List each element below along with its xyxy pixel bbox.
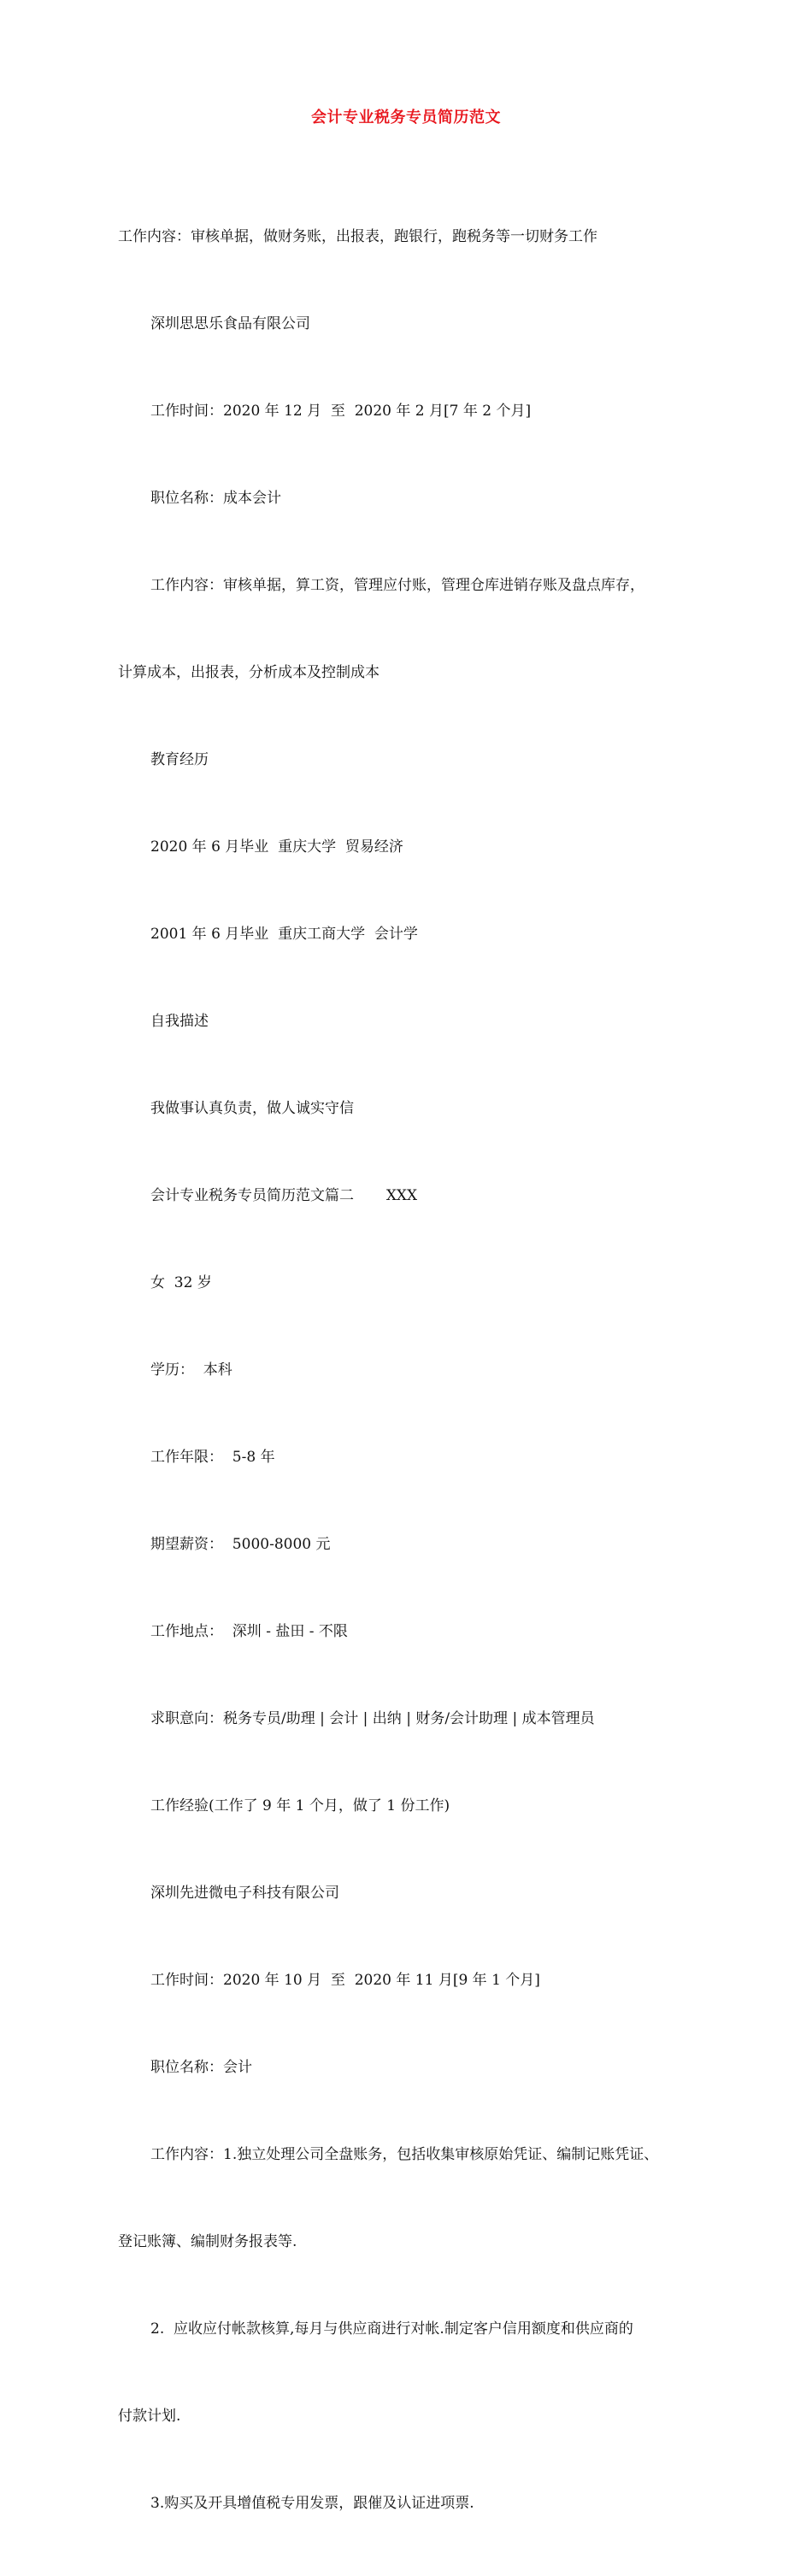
- text-line: 工作内容：审核单据，做财务账，出报表，跑银行，跑税务等一切财务工作: [118, 228, 597, 245]
- text-line: 工作经验(工作了 9 年 1 个月，做了 1 份工作): [150, 1797, 450, 1814]
- text-line: 3.购买及开具增值税专用发票，跟催及认证进项票.: [150, 2495, 474, 2512]
- text-line: 期望薪资： 5000-8000 元: [150, 1536, 331, 1553]
- text-line: 职位名称：成本会计: [150, 490, 281, 507]
- text-line: 登记账簿、编制财务报表等.: [118, 2233, 297, 2250]
- text-line: 2020 年 6 月毕业 重庆大学 贸易经济: [150, 838, 403, 856]
- text-line: 工作地点： 深圳 - 盐田 - 不限: [150, 1623, 348, 1640]
- text-line: 工作内容：审核单据，算工资，管理应付账，管理仓库进销存账及盘点库存，: [150, 577, 644, 594]
- text-line: 教育经历: [150, 751, 209, 768]
- text-line: 工作时间：2020 年 10 月 至 2020 年 11 月[9 年 1 个月]: [150, 1972, 540, 1989]
- text-line: 求职意向：税务专员/助理 | 会计 | 出纳 | 财务/会计助理 | 成本管理员: [150, 1710, 595, 1727]
- text-line: 我做事认真负责，做人诚实守信: [150, 1100, 354, 1117]
- text-line: 会计专业税务专员简历范文篇二 XXX: [150, 1187, 418, 1204]
- text-line: 深圳思思乐食品有限公司: [150, 315, 310, 332]
- text-line: 女 32 岁: [150, 1274, 212, 1291]
- text-line: 2001 年 6 月毕业 重庆工商大学 会计学: [150, 926, 418, 943]
- text-line: 学历： 本科: [150, 1362, 232, 1379]
- text-line: 深圳先进微电子科技有限公司: [150, 1885, 339, 1902]
- text-line: 自我描述: [150, 1013, 209, 1030]
- text-line: 付款计划.: [118, 2408, 181, 2425]
- text-line: 2. 应收应付帐款核算,每月与供应商进行对帐.制定客户信用额度和供应商的: [150, 2320, 633, 2338]
- text-line: 计算成本，出报表，分析成本及控制成本: [118, 664, 380, 681]
- document-body: [118, 164, 716, 2576]
- text-line: 工作内容：1.独立处理公司全盘账务，包括收集审核原始凭证、编制记账凭证、: [150, 2146, 659, 2163]
- text-line: 工作年限： 5-8 年: [150, 1449, 275, 1466]
- text-line: 工作时间：2020 年 12 月 至 2020 年 2 月[7 年 2 个月]: [150, 403, 532, 420]
- document-title: 会计专业税务专员简历范文: [311, 109, 501, 126]
- text-line: 职位名称：会计: [150, 2059, 252, 2076]
